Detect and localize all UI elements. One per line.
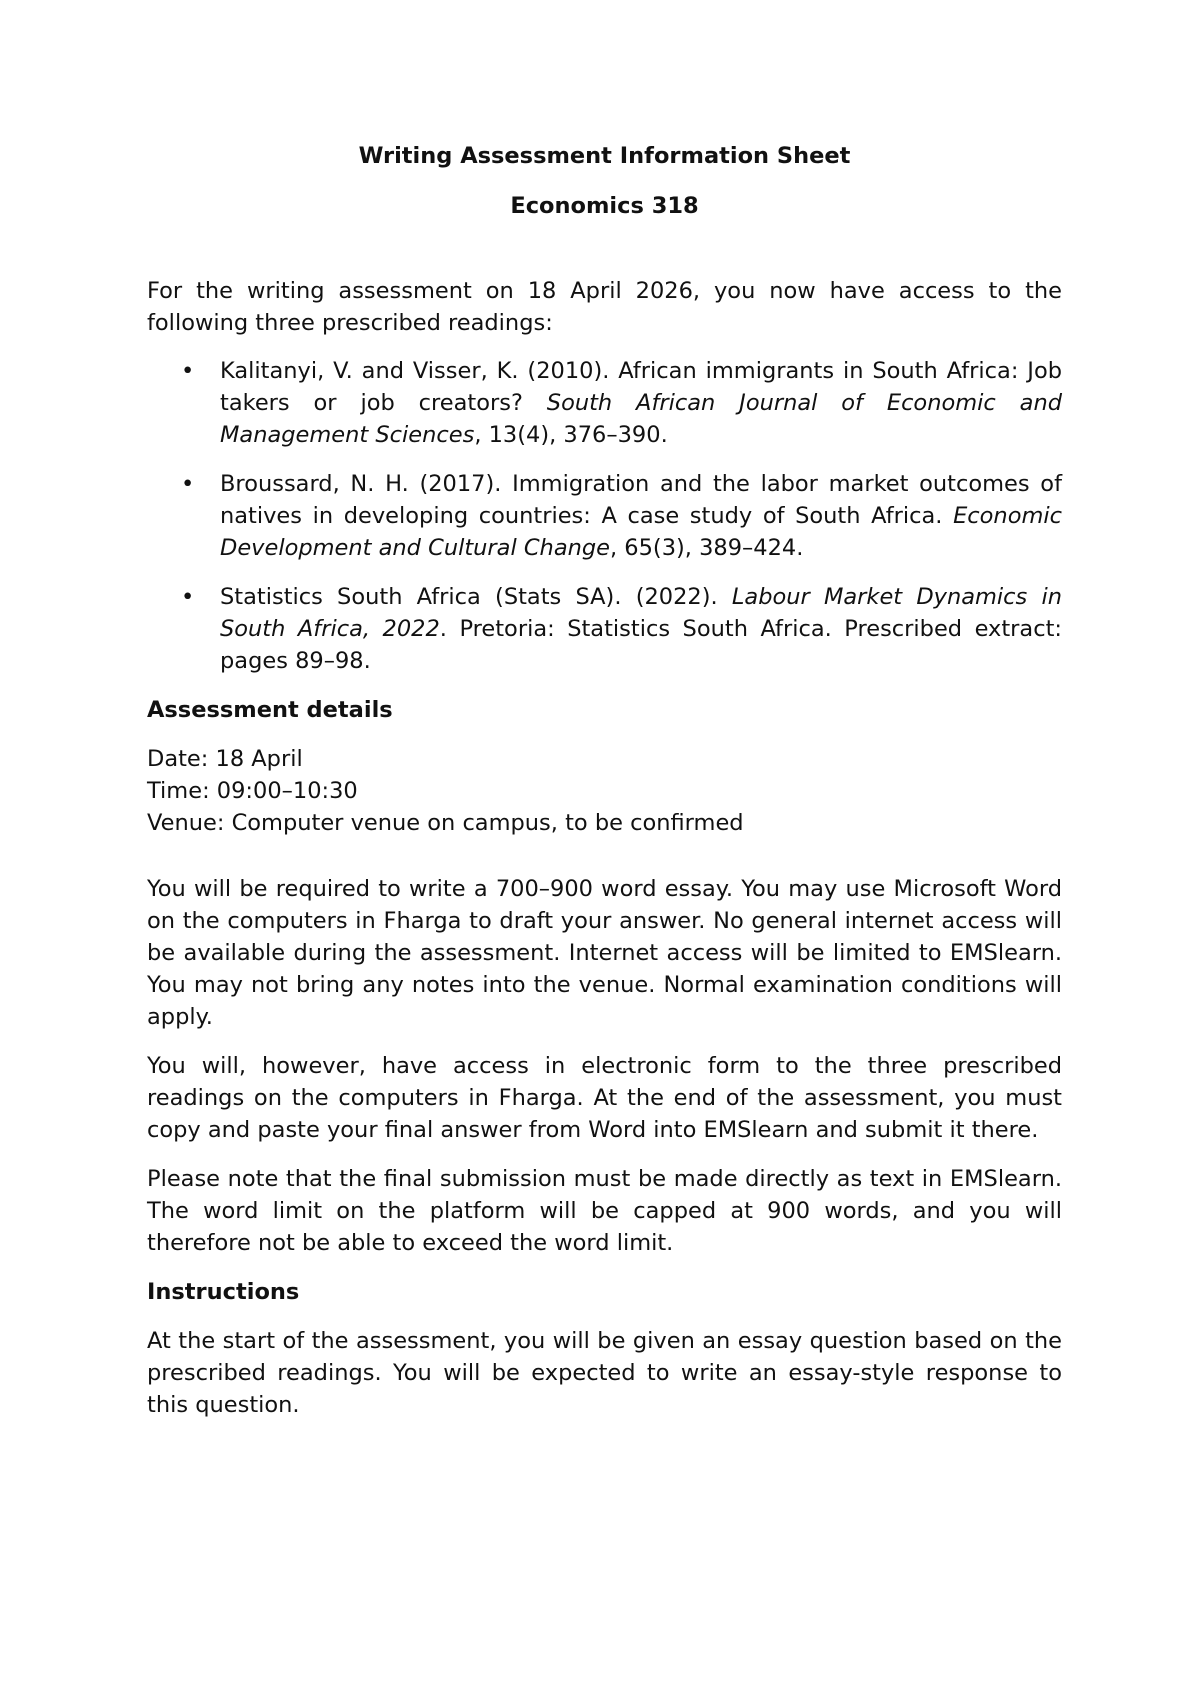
- bullet-icon: •: [181, 471, 195, 497]
- assessment-date: Date: 18 April: [147, 746, 303, 772]
- reading-pages: . Pretoria: Statistics South Africa. Prescribed extract: pages 89–98.: [220, 616, 1062, 674]
- readings-list: [147, 355, 1062, 677]
- reading-citation: Kalitanyi, V. and Visser, K. (2010). African immigrants in South Africa: Job takers or job creators?: [220, 358, 1062, 416]
- intro-paragraph: For the writing assessment on 18 April 2026, you now have access to the following three prescribed readings:: [147, 278, 1062, 336]
- reading-citation: Broussard, N. H. (2017). Immigration and the labor market outcomes of natives in developing countries: A case study of South Africa.: [220, 471, 1062, 529]
- list-item: [147, 581, 1062, 677]
- reading-journal: Economic Development and Cultural Change: [220, 503, 1062, 561]
- instructions-heading: Instructions: [147, 1279, 300, 1305]
- course-name: Economics 318: [510, 193, 699, 219]
- assessment-details: [147, 743, 1062, 839]
- assessment-venue: Venue: Computer venue on campus, to be confirmed: [147, 810, 744, 836]
- readings-access-paragraph: You will, however, have access in electronic form to the three prescribed readings on the computers in Fharga. At the end of the assessment, you must copy and paste your final answer from Word into EMSlearn and submit it there.: [147, 1053, 1062, 1143]
- assessment-time: Time: 09:00–10:30: [147, 778, 358, 804]
- reading-journal: South African Journal of Economic and Management Sciences: [220, 390, 1062, 448]
- bullet-icon: •: [181, 358, 195, 384]
- list-item: [147, 355, 1062, 451]
- assessment-details-heading: Assessment details: [147, 697, 393, 723]
- instructions-paragraph: At the start of the assessment, you will be given an essay question based on the prescribed readings. You will be expected to write an essay-style response to this question.: [147, 1328, 1062, 1418]
- bullet-icon: •: [181, 584, 195, 610]
- essay-requirements-paragraph: You will be required to write a 700–900 word essay. You may use Microsoft Word on the computers in Fharga to draft your answer. No general internet access will be available during the assessment. Internet access will be limited to EMSlearn. You may not bring any notes into the venue. Normal examination conditions will apply.: [147, 876, 1062, 1030]
- list-item: [147, 468, 1062, 564]
- reading-journal: Labour Market Dynamics in South Africa, 2022: [220, 584, 1062, 642]
- reading-pages: , 13(4), 376–390.: [474, 422, 668, 448]
- document-title: Writing Assessment Information Sheet: [358, 143, 851, 169]
- reading-citation: Statistics South Africa (Stats SA). (2022).: [220, 584, 732, 610]
- document-page: [147, 140, 1062, 1421]
- submission-note-paragraph: Please note that the final submission must be made directly as text in EMSlearn. The word limit on the platform will be capped at 900 words, and you will therefore not be able to exceed the word limit.: [147, 1166, 1062, 1256]
- reading-pages: , 65(3), 389–424.: [610, 535, 804, 561]
